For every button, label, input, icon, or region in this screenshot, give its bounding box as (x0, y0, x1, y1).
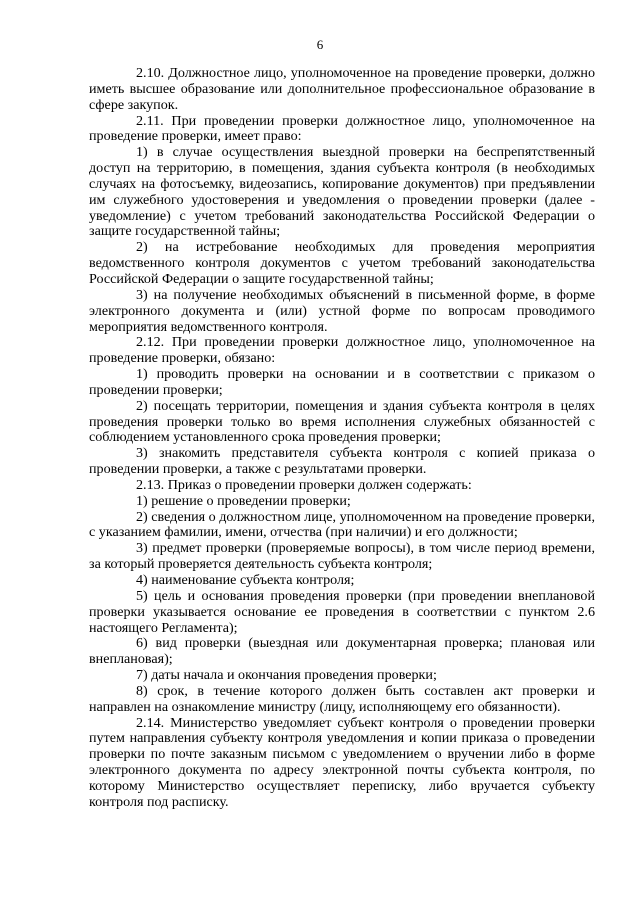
list-item-2-13-3: 3) предмет проверки (проверяемые вопросы), в том числе период времени, за который проверяется деятельность субъекта контроля; (89, 540, 595, 573)
paragraph-2-10: 2.10. Должностное лицо, уполномоченное на проведение проверки, должно иметь высшее образование или дополнительное профессиональное образование в сфере закупок. (89, 65, 595, 113)
list-item-2-11-1: 1) в случае осуществления выездной проверки на беспрепятственный доступ на территорию, в помещения, здания субъекта контроля (в необходимых случаях на фотосъемку, видеозапись, копирование документов) при предъявлении им служебного удостоверения и уведомления о проведении проверки (далее - уведомление) с учетом требований законодательства Российской Федерации о защите государственной тайны; (89, 144, 595, 240)
list-item-2-11-2: 2) на истребование необходимых для проведения мероприятия ведомственного контроля документов с учетом требований законодательства Российской Федерации о защите государственной тайны; (89, 239, 595, 287)
list-item-2-13-7: 7) даты начала и окончания проведения проверки; (136, 667, 437, 684)
paragraph-2-13: 2.13. Приказ о проведении проверки должен содержать: (136, 476, 472, 493)
paragraph-2-14: 2.14. Министерство уведомляет субъект контроля о проведении проверки путем направления субъекту контроля уведомления и копии приказа о проведении проверки по почте заказным письмом с уведомлением о вручении либо в форме электронного документа по адресу электронной почты субъекта контроля, по которому Министерство осуществляет переписку, либо вручается субъекту контроля под расписку. (89, 714, 595, 810)
list-item-2-12-2: 2) посещать территории, помещения и здания субъекта контроля в целях проведения проверки только во время исполнения служебных обязанностей с соблюдением установленного срока проведения проверки; (89, 397, 595, 446)
list-item-2-13-4: 4) наименование субъекта контроля; (136, 572, 355, 588)
document-body (89, 66, 595, 811)
list-item-2-13-8: 8) срок, в течение которого должен быть составлен акт проверки и направлен на ознакомление министру (лицу, исполняющему его обязанности). (89, 682, 595, 715)
paragraph-2-11: 2.11. При проведении проверки должностное лицо, уполномоченное на проведение проверки, имеет право: (89, 112, 595, 145)
list-item-2-13-6: 6) вид проверки (выездная или документарная проверка; плановая или внеплановая); (89, 635, 595, 668)
list-item-2-13-2: 2) сведения о должностном лице, уполномоченном на проведение проверки, с указанием фамилии, имени, отчества (при наличии) и его должности; (89, 508, 595, 541)
list-item-2-11-3: 3) на получение необходимых объяснений в письменной форме, в форме электронного документа и (или) устной форме по вопросам проводимого мероприятия ведомственного контроля. (89, 286, 595, 335)
list-item-2-12-3: 3) знакомить представителя субъекта контроля с копией приказа о проведении проверки, а также с результатами проверки. (89, 445, 595, 478)
page-number: 6 (316, 37, 324, 52)
list-item-2-13-5: 5) цель и основания проведения проверки (при проведении внеплановой проверки указывается основание ее проведения в соответствии с пунктом 2.6 настоящего Регламента); (89, 587, 595, 636)
list-item-2-13-1: 1) решение о проведении проверки; (136, 492, 351, 509)
paragraph-2-12: 2.12. При проведении проверки должностное лицо, уполномоченное на проведение проверки, обязано: (89, 334, 595, 367)
list-item-2-12-1: 1) проводить проверки на основании и в соответствии с приказом о проведении проверки; (89, 366, 595, 398)
